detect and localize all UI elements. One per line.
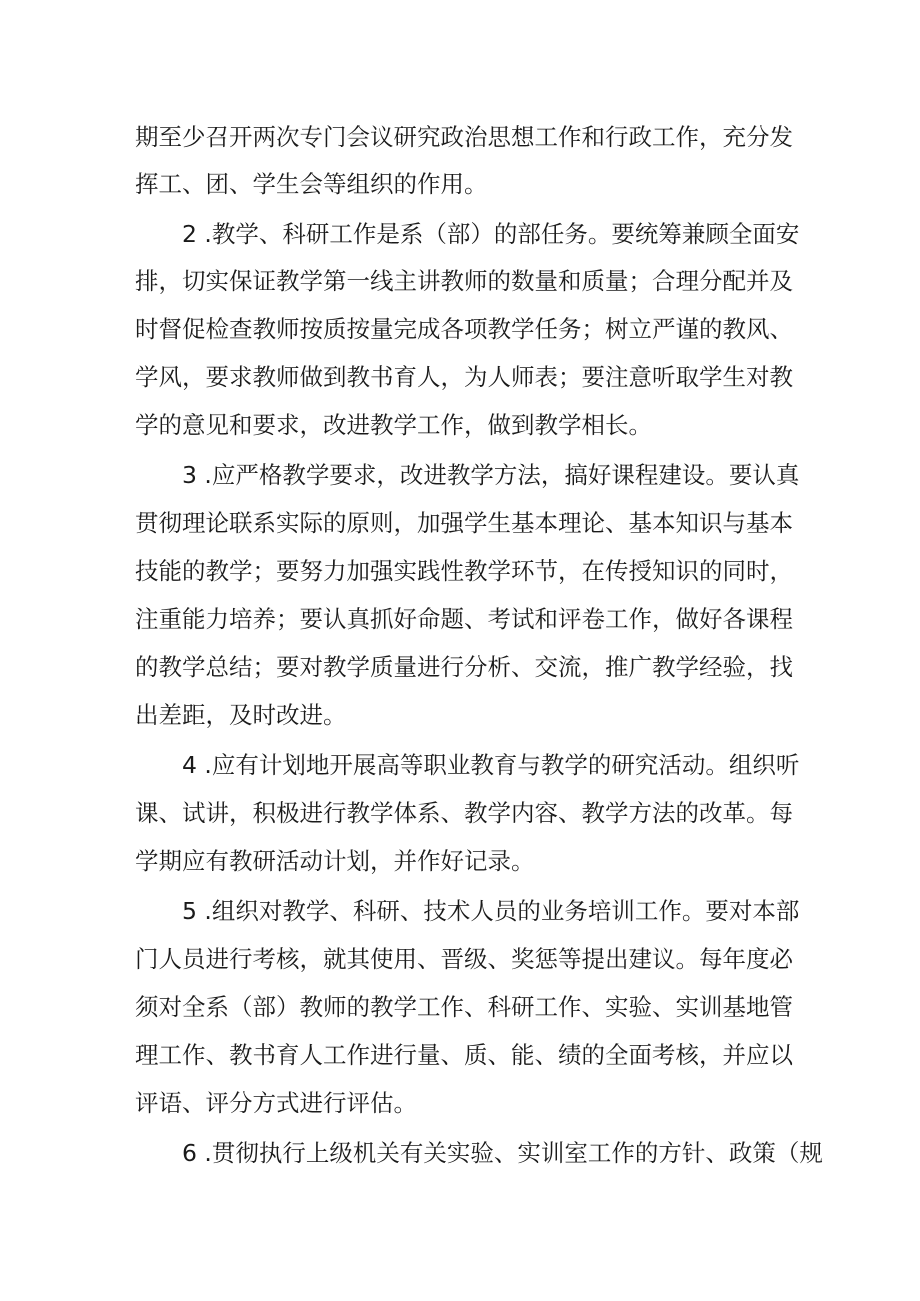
text-line: 贯彻理论联系实际的原则，加强学生基本理论、基本知识与基本 <box>135 509 793 537</box>
text-line: 评语、评分方式进行评估。 <box>135 1089 417 1117</box>
paragraph-6-start: 6 .贯彻执行上级机关有关实验、实训室工作的方针、政策（规 <box>182 1139 823 1167</box>
text-line: 须对全系（部）教师的教学工作、科研工作、实验、实训基地管 <box>135 993 793 1021</box>
text-line: 期至少召开两次专门会议研究政治思想工作和行政工作，充分发 <box>135 123 793 151</box>
text-line: 门人员进行考核，就其使用、晋级、奖惩等提出建议。每年度必 <box>135 945 793 973</box>
text-line: 学的意见和要求，改进教学工作，做到教学相长。 <box>135 411 652 439</box>
text-line: 学风，要求教师做到教书育人，为人师表；要注意听取学生对教 <box>135 363 793 391</box>
text-line: 时督促检查教师按质按量完成各项教学任务；树立严谨的教风、 <box>135 315 793 343</box>
text-line: 出差距，及时改进。 <box>135 701 347 729</box>
text-line: 课、试讲，积极进行教学体系、教学内容、教学方法的改革。每 <box>135 799 793 827</box>
text-line: 理工作、教书育人工作进行量、质、能、绩的全面考核，并应以 <box>135 1041 793 1069</box>
paragraph-4-start: 4 .应有计划地开展高等职业教育与教学的研究活动。组织听 <box>182 751 800 779</box>
text-line: 技能的教学；要努力加强实践性教学环节，在传授知识的同时， <box>135 557 793 585</box>
text-line: 挥工、团、学生会等组织的作用。 <box>135 170 488 198</box>
text-line: 排，切实保证教学第一线主讲教师的数量和质量；合理分配并及 <box>135 267 793 295</box>
text-line: 注重能力培养；要认真抓好命题、考试和评卷工作，做好各课程 <box>135 605 793 633</box>
paragraph-3-start: 3 .应严格教学要求，改进教学方法，搞好课程建设。要认真 <box>182 461 800 489</box>
text-line: 的教学总结；要对教学质量进行分析、交流，推广教学经验，找 <box>135 653 793 681</box>
text-line: 学期应有教研活动计划，并作好记录。 <box>135 847 535 875</box>
paragraph-5-start: 5 .组织对教学、科研、技术人员的业务培训工作。要对本部 <box>182 897 800 925</box>
paragraph-2-start: 2 .教学、科研工作是系（部）的部任务。要统筹兼顾全面安 <box>182 220 800 248</box>
